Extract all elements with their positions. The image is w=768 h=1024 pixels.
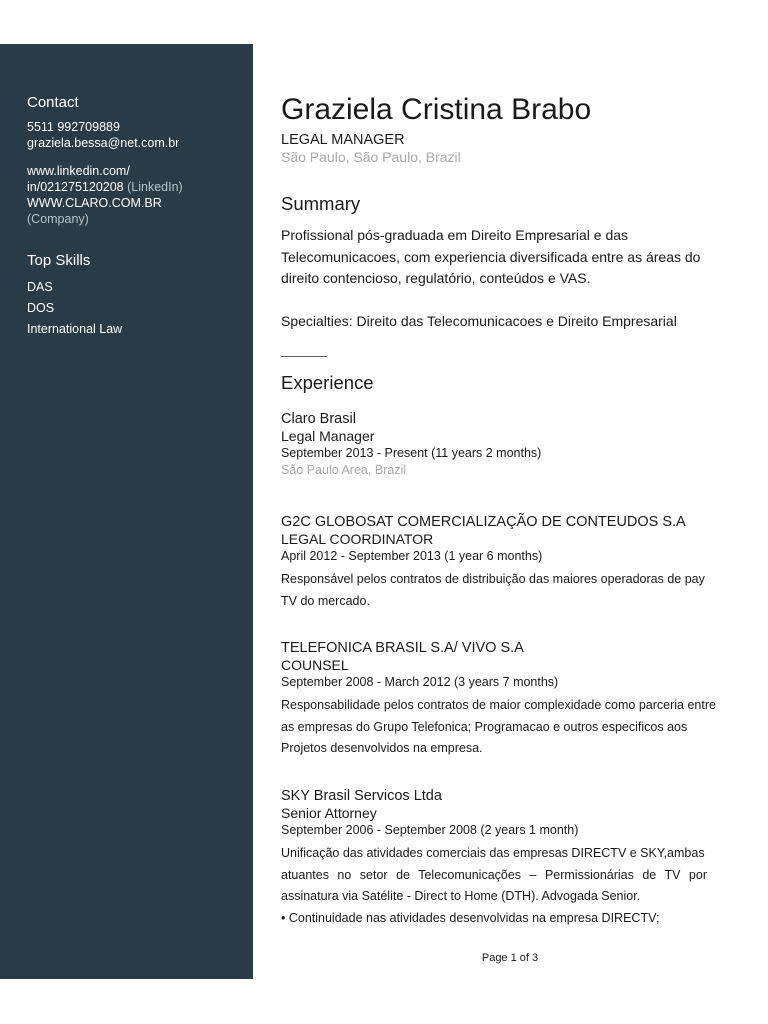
- summary-text: [281, 225, 751, 332]
- job-dates: April 2012 - September 2013 (1 year 6 months): [281, 549, 543, 563]
- job-company: TELEFONICA BRASIL S.A/ VIVO S.A: [281, 640, 524, 656]
- skills-section: [27, 252, 253, 337]
- summary-line: direito contencioso, regulatório, conteúdos e VAS.: [281, 270, 591, 286]
- experience-heading: Experience: [281, 372, 374, 393]
- company-tag: (Company): [27, 212, 89, 226]
- description-line: Responsável pelos contratos de distribuição das maiores operadoras de pay: [281, 572, 705, 586]
- phone-number: 5511 992709889: [27, 120, 120, 134]
- job-dates: September 2006 - September 2008 (2 years 1 month): [281, 823, 579, 837]
- page-number: Page 1 of 3: [481, 952, 539, 964]
- main-content: [281, 92, 741, 925]
- job-company: Claro Brasil: [281, 411, 356, 427]
- email-link[interactable]: graziela.bessa@net.com.br: [27, 136, 180, 150]
- summary-section: [281, 193, 751, 332]
- contact-section: [27, 94, 253, 227]
- job-location: São Paulo Area, Brazil: [281, 463, 407, 477]
- job-entry: [281, 513, 705, 612]
- description-line: as empresas do Grupo Telefonica; Programacao e outros especificos aos: [281, 719, 688, 734]
- job-dates: September 2008 - March 2012 (3 years 7 months): [281, 675, 559, 689]
- profile-location: São Paulo, São Paulo, Brazil: [281, 149, 461, 165]
- summary-heading: Summary: [281, 193, 361, 214]
- job-company: G2C GLOBOSAT COMERCIALIZAÇÃO DE CONTEUDOS S.A: [281, 514, 686, 530]
- job-dates: September 2013 - Present (11 years 2 months): [281, 446, 542, 460]
- company-site-link[interactable]: WWW.CLARO.COM.BR: [27, 196, 162, 210]
- linkedin-tag: (LinkedIn): [123, 180, 183, 194]
- section-divider: [281, 356, 327, 357]
- job-title: COUNSEL: [281, 657, 349, 673]
- description-line: TV do mercado.: [281, 593, 370, 608]
- summary-line: Telecomunicacoes, com experiencia diversificada entre as áreas do: [281, 248, 701, 265]
- job-entry: [281, 410, 541, 479]
- job-description: [281, 843, 707, 929]
- skill-item: DOS: [27, 301, 55, 315]
- skills-heading: Top Skills: [27, 252, 91, 269]
- job-title: Legal Manager: [281, 428, 375, 444]
- job-description: [281, 695, 716, 760]
- job-title: Senior Attorney: [281, 805, 377, 821]
- experience-section: [281, 372, 751, 925]
- specialties-text: Specialties: Direito das Telecomunicacoes e Direito Empresarial: [281, 312, 677, 329]
- job-description: [281, 569, 705, 612]
- description-line: • Continuidade nas atividades desenvolvidas na empresa DIRECTV;: [281, 910, 660, 925]
- profile-name: Graziela Cristina Brabo: [281, 93, 592, 126]
- description-line: Projetos desenvolvidos na empresa.: [281, 741, 483, 755]
- job-entry: [281, 787, 707, 929]
- job-entry: [281, 639, 716, 760]
- summary-line: Profissional pós-graduada em Direito Empresarial e das: [281, 227, 629, 243]
- contact-heading: Contact: [27, 94, 79, 111]
- skill-item: International Law: [27, 322, 123, 336]
- description-line: Responsabilidade pelos contratos de maior complexidade como parceria entre: [281, 698, 716, 712]
- sidebar: [0, 44, 253, 979]
- job-title: LEGAL COORDINATOR: [281, 531, 434, 547]
- job-company: SKY Brasil Servicos Ltda: [281, 788, 442, 804]
- linkedin-url-text[interactable]: in/021275120208: [27, 180, 124, 194]
- description-line: assinatura via Satélite - Direct to Home (DTH). Advogada Senior.: [281, 889, 641, 903]
- linkedin-url-line2[interactable]: [27, 179, 253, 195]
- skill-item: DAS: [27, 280, 53, 294]
- linkedin-url-line1[interactable]: www.linkedin.com/: [27, 164, 130, 178]
- description-line: atuantes no setor de Telecomunicações – Permissionárias de TV por: [281, 867, 707, 882]
- description-line: Unificação das atividades comerciais das empresas DIRECTV e SKY,ambas: [281, 846, 705, 860]
- profile-headline: LEGAL MANAGER: [281, 132, 405, 148]
